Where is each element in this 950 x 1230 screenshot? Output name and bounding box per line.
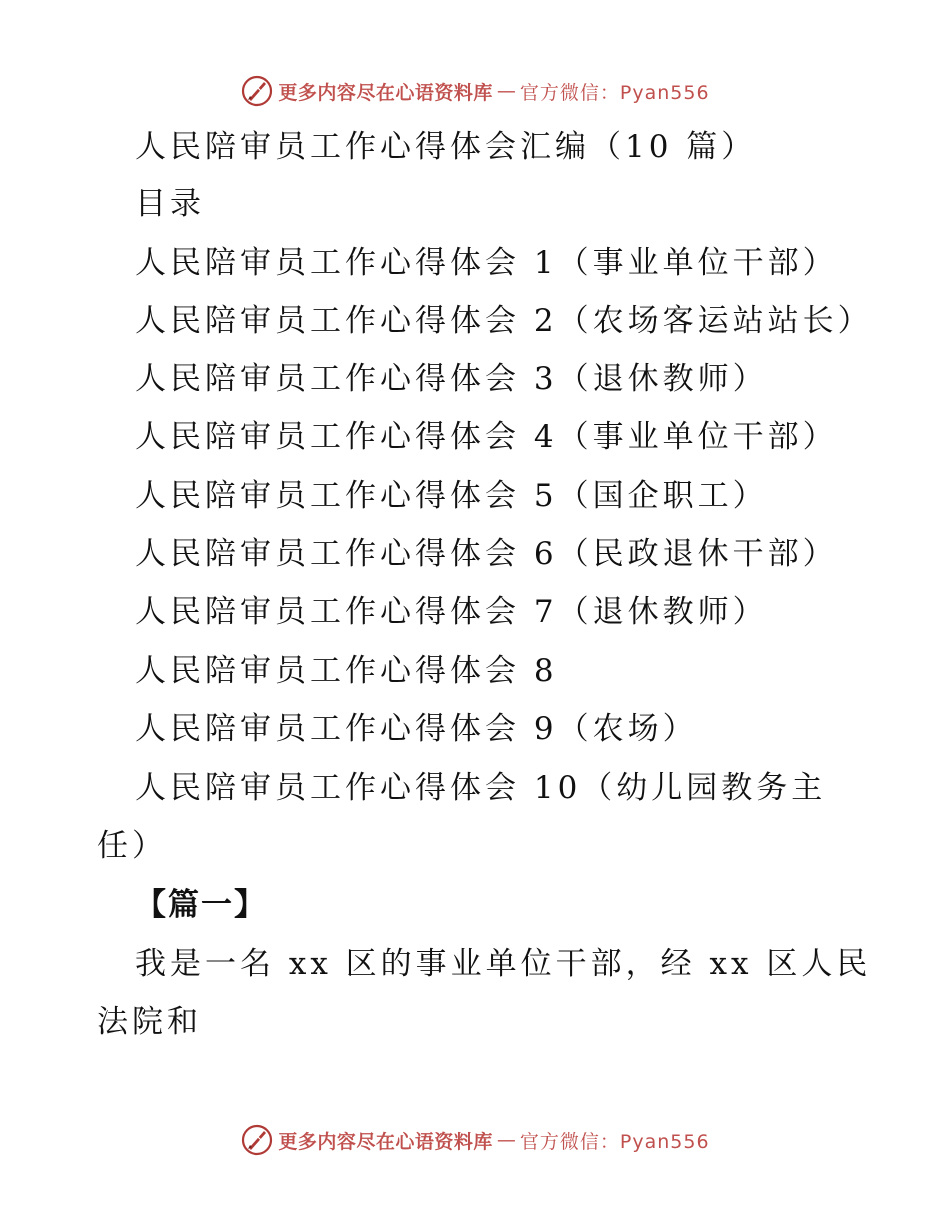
toc-item: 人民陪审员工作心得体会 3（退休教师） bbox=[135, 361, 768, 397]
header-banner bbox=[0, 71, 950, 111]
toc-item: 人民陪审员工作心得体会 4（事业单位干部） bbox=[135, 419, 838, 455]
toc-item: 人民陪审员工作心得体会 8 bbox=[135, 653, 558, 689]
wechat-id: 官方微信：Pyan556 bbox=[519, 1130, 710, 1153]
toc-item-wrap: 任） bbox=[97, 828, 167, 864]
quill-logo-icon bbox=[240, 74, 274, 108]
body-paragraph-line: 法院和 bbox=[97, 1004, 202, 1040]
toc-item: 人民陪审员工作心得体会 7（退休教师） bbox=[135, 594, 768, 630]
toc-item: 人民陪审员工作心得体会 5（国企职工） bbox=[135, 478, 768, 514]
footer-banner bbox=[0, 1120, 950, 1160]
document-title: 人民陪审员工作心得体会汇编（10 篇） bbox=[135, 129, 757, 165]
wechat-id: 官方微信：Pyan556 bbox=[519, 81, 710, 104]
separator-dash: — bbox=[496, 1129, 516, 1151]
quill-logo-icon bbox=[240, 1123, 274, 1157]
toc-item: 人民陪审员工作心得体会 1（事业单位干部） bbox=[135, 245, 838, 281]
toc-item: 人民陪审员工作心得体会 6（民政退休干部） bbox=[135, 536, 838, 572]
section-heading: 【篇一】 bbox=[135, 887, 267, 923]
toc-heading: 目录 bbox=[135, 186, 205, 222]
promo-text: 更多内容尽在心语资料库 bbox=[278, 81, 493, 104]
body-paragraph-line: 我是一名 xx 区的事业单位干部，经 xx 区人民 bbox=[135, 946, 872, 982]
promo-text: 更多内容尽在心语资料库 bbox=[278, 1130, 493, 1153]
toc-item: 人民陪审员工作心得体会 9（农场） bbox=[135, 711, 698, 747]
toc-item: 人民陪审员工作心得体会 10（幼儿园教务主 bbox=[135, 770, 827, 806]
separator-dash: — bbox=[496, 80, 516, 102]
toc-item: 人民陪审员工作心得体会 2（农场客运站站长） bbox=[135, 303, 873, 339]
